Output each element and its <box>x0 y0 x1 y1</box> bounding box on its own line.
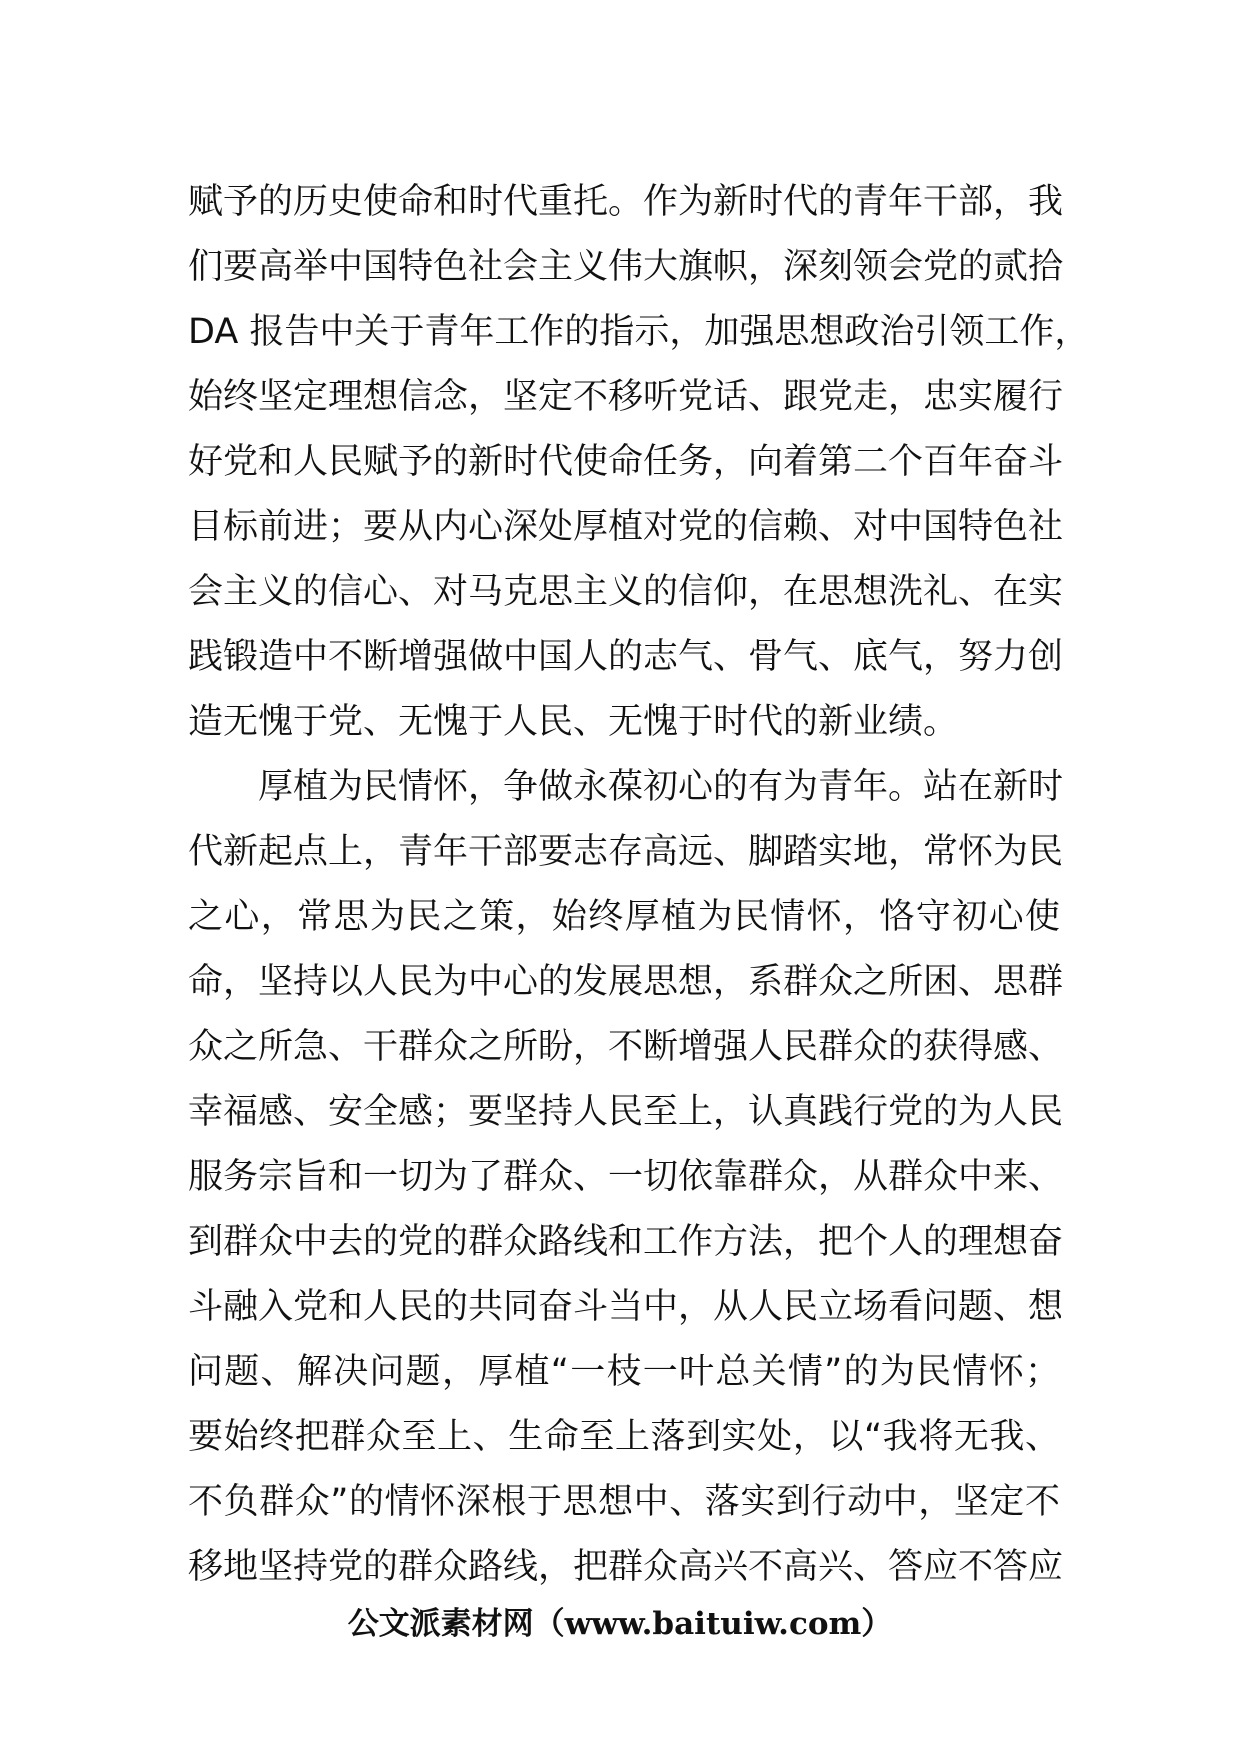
text-line: 们要高举中国特色社会主义伟大旗帜，深刻领会党的贰拾 <box>188 247 1064 287</box>
text-line: 造无愧于党、无愧于人民、无愧于时代的新业绩。 <box>188 702 959 742</box>
text-line: 到群众中去的党的群众路线和工作方法，把个人的理想奋 <box>188 1222 1064 1262</box>
text-line: 众之所急、干群众之所盼，不断增强人民群众的获得感、 <box>188 1027 1064 1067</box>
text-line: 服务宗旨和一切为了群众、一切依靠群众，从群众中来、 <box>188 1157 1064 1197</box>
text-line: 幸福感、安全感；要坚持人民至上，认真践行党的为人民 <box>188 1092 1064 1132</box>
paragraph-1 <box>188 170 1090 755</box>
text-line: 会主义的信心、对马克思主义的信仰，在思想洗礼、在实 <box>188 572 1064 612</box>
text-line: 目标前进；要从内心深处厚植对党的信赖、对中国特色社 <box>188 507 1064 547</box>
text-line: DA 报告中关于青年工作的指示，加强思想政治引领工作， <box>188 312 1090 352</box>
paragraph-2 <box>188 755 1064 1600</box>
footer-watermark: 公文派素材网（www.baituiw.com） <box>347 1606 893 1642</box>
text-line: 始终坚定理想信念，坚定不移听党话、跟党走，忠实履行 <box>188 377 1064 417</box>
text-line: 赋予的历史使命和时代重托。作为新时代的青年干部，我 <box>188 182 1064 222</box>
text-line: 代新起点上，青年干部要志存高远、脚踏实地，常怀为民 <box>188 832 1064 872</box>
text-line: 好党和人民赋予的新时代使命任务，向着第二个百年奋斗 <box>188 442 1064 482</box>
body-text <box>188 170 1090 1600</box>
text-line: 之心，常思为民之策，始终厚植为民情怀，恪守初心使 <box>188 897 1060 937</box>
text-line: 命，坚持以人民为中心的发展思想，系群众之所困、思群 <box>188 962 1064 1002</box>
text-line: 践锻造中不断增强做中国人的志气、骨气、底气，努力创 <box>188 637 1064 677</box>
text-line: 问题、解决问题，厚植“一枝一叶总关情”的为民情怀； <box>188 1352 1060 1392</box>
text-line: 斗融入党和人民的共同奋斗当中，从人民立场看问题、想 <box>188 1287 1064 1327</box>
text-line: 要始终把群众至上、生命至上落到实处，以“我将无我、 <box>188 1417 1060 1457</box>
text-line: 厚植为民情怀，争做永葆初心的有为青年。站在新时 <box>258 767 1064 807</box>
text-line: 移地坚持党的群众路线，把群众高兴不高兴、答应不答应 <box>188 1547 1064 1587</box>
text-line: 不负群众”的情怀深根于思想中、落实到行动中，坚定不 <box>188 1482 1060 1522</box>
